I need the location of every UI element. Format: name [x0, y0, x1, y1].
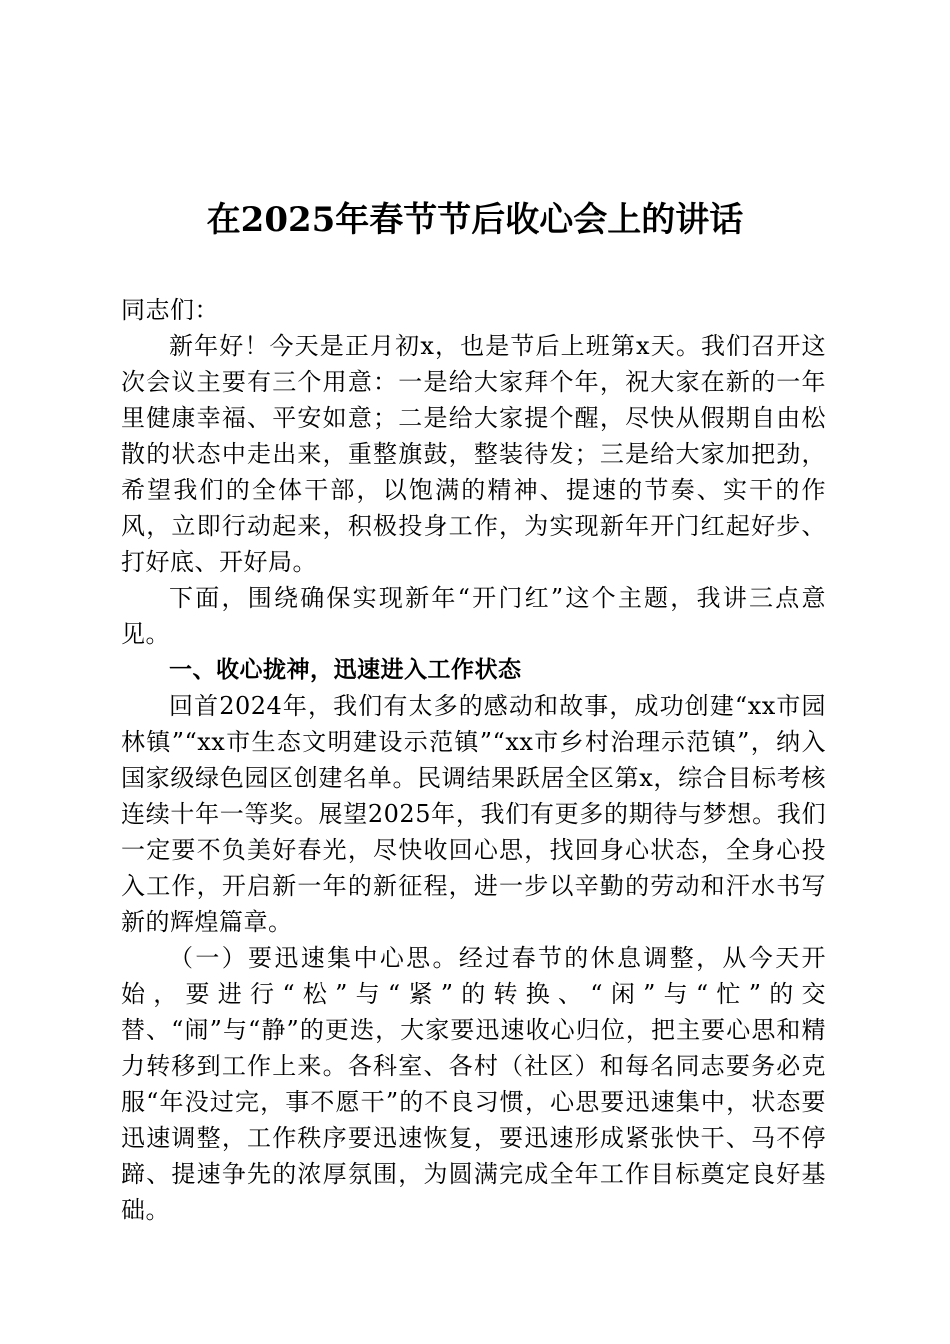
paragraph-subsection-1: （一）要迅速集中心思。经过春节的休息调整，从今天开始，要进行“松”与“紧”的转换、“闲”与“忙”的交替、“闹”与“静”的更迭，大家要迅速收心归位，把主要心思和精力转移到工作上来。各科室、各村（社区）和每名同志要务必克服“年没过完，事不愿干”的不良习惯，心思要迅速集中，状态要迅速调整，工作秩序要迅速恢复，要迅速形成紧张快干、马不停蹄、提速争先的浓厚氛围，为圆满完成全年工作目标奠定良好基础。 [121, 944, 826, 1224]
document-body [121, 292, 826, 1228]
salutation: 同志们： [121, 296, 219, 324]
paragraph-intro: 下面，围绕确保实现新年“开门红”这个主题，我讲三点意见。 [121, 584, 826, 648]
document-title: 在2025年春节节后收心会上的讲话 [206, 200, 744, 240]
paragraph-section-1: 回首2024年，我们有太多的感动和故事，成功创建“xx市园林镇”“xx市生态文明建设示范镇”“xx市乡村治理示范镇”，纳入国家级绿色园区创建名单。民调结果跃居全区第x，综合目标考核连续十年一等奖。展望2025年，我们有更多的期待与梦想。我们一定要不负美好春光，尽快收回心思，找回身心状态，全身心投入工作，开启新一年的新征程，进一步以辛勤的劳动和汗水书写新的辉煌篇章。 [121, 692, 826, 936]
paragraph-opening: 新年好！今天是正月初x，也是节后上班第x天。我们召开这次会议主要有三个用意：一是给大家拜个年，祝大家在新的一年里健康幸福、平安如意；二是给大家提个醒，尽快从假期自由松散的状态中走出来，重整旗鼓，整装待发；三是给大家加把劲，希望我们的全体干部，以饱满的精神、提速的节奏、实干的作风，立即行动起来，积极投身工作，为实现新年开门红起好步、打好底、开好局。 [121, 332, 826, 576]
section-heading-1: 一、收心拢神，迅速进入工作状态 [169, 657, 522, 683]
